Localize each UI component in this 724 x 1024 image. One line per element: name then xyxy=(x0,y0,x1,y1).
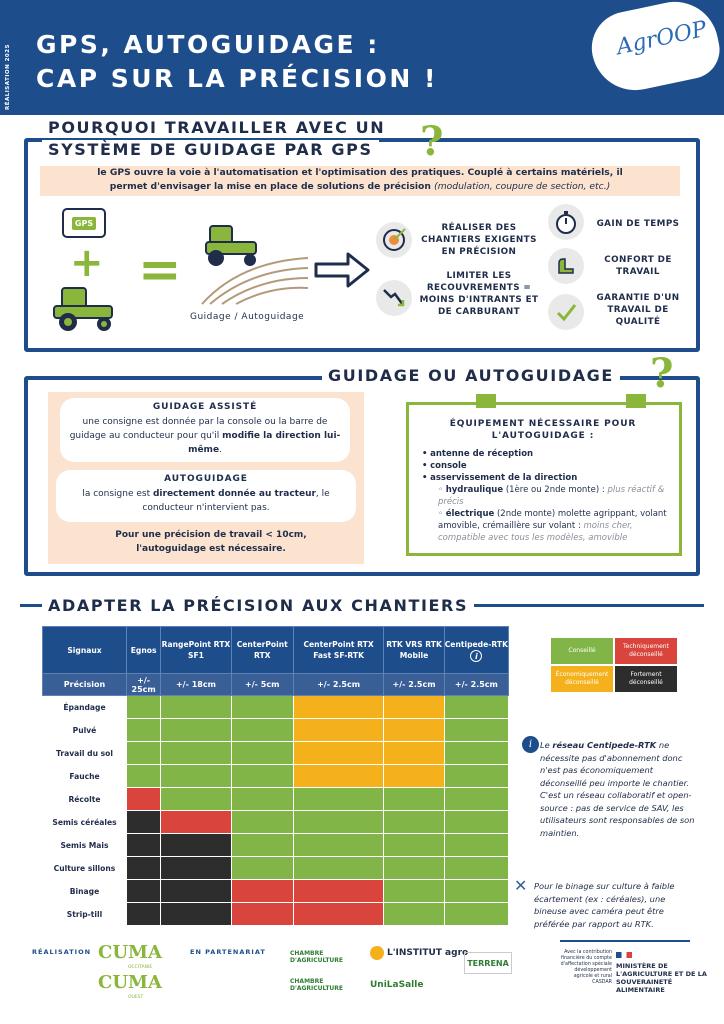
col-rangepoint: RangePoint RTX SF1 xyxy=(161,627,231,674)
table-cell xyxy=(127,696,161,719)
table-cell xyxy=(384,903,444,926)
chambre-logo-2: CHAMBRE D'AGRICULTURE xyxy=(290,978,344,992)
table-row xyxy=(43,903,509,926)
intro-italic: (modulation, coupure de section, etc.) xyxy=(434,181,611,192)
side-label: RÉALISATION 2025 xyxy=(5,44,11,110)
precision-row xyxy=(43,674,509,696)
legend xyxy=(550,637,678,693)
intro-line2: permet d'envisager la mise en place de solutions de précision xyxy=(109,181,431,192)
assist-text-a: une consigne est donnée par la console ou la barre de guidage au conducteur pour qu'il xyxy=(69,417,328,441)
row-label: Binage xyxy=(43,880,127,903)
table-cell xyxy=(384,765,444,788)
col-centerpoint: CenterPoint RTX xyxy=(231,627,293,674)
question-mark-icon-2: ? xyxy=(650,350,674,397)
page-title-line2: CAP SUR LA PRÉCISION ! xyxy=(36,64,438,93)
assist-bubble xyxy=(60,398,350,462)
table-cell xyxy=(231,788,293,811)
table-cell xyxy=(293,696,384,719)
table-row xyxy=(43,788,509,811)
trend-glyph xyxy=(381,285,407,311)
legend-conseille: Conseillé xyxy=(550,637,614,665)
section1-title-line1: POURQUOI TRAVAILLER AVEC UN xyxy=(42,118,391,137)
cuma-logo-2: CUMA xyxy=(98,972,162,993)
col-rtk-vrs: RTK VRS RTK Mobile xyxy=(384,627,444,674)
col-egnos: Egnos xyxy=(127,627,161,674)
precision-centerpoint-fast: +/- 2.5cm xyxy=(293,674,384,696)
auto-text xyxy=(64,487,348,515)
tick-decoration-left xyxy=(476,394,496,408)
table-cell xyxy=(161,903,231,926)
table-cell xyxy=(127,719,161,742)
plus-sign: + xyxy=(70,240,104,286)
table-cell xyxy=(127,765,161,788)
precision-centipede: +/- 2.5cm xyxy=(444,674,508,696)
stopwatch-icon xyxy=(548,204,584,240)
table-cell xyxy=(161,719,231,742)
table-cell xyxy=(161,834,231,857)
arrow-right-icon xyxy=(314,250,370,290)
gps-device-icon xyxy=(62,208,106,238)
table-row xyxy=(43,880,509,903)
table-cell xyxy=(161,742,231,765)
table-cell xyxy=(231,834,293,857)
target-icon xyxy=(376,222,412,258)
table-cell xyxy=(231,880,293,903)
precision-note: Pour une précision de travail < 10cm, l'autoguidage est nécessaire. xyxy=(115,530,307,554)
table-cell xyxy=(127,880,161,903)
col-centerpoint-fast: CenterPoint RTX Fast SF-RTK xyxy=(293,627,384,674)
tick-decoration-right xyxy=(626,394,646,408)
benefit-quality: GARANTIE D'UN TRAVAIL DE QUALITÉ xyxy=(596,293,680,327)
table-cell xyxy=(293,903,384,926)
row-label: Semis céréales xyxy=(43,811,127,834)
precision-rangepoint: +/- 18cm xyxy=(161,674,231,696)
intro-line2-wrap xyxy=(40,180,680,194)
table-row xyxy=(43,811,509,834)
table-cell xyxy=(127,788,161,811)
table-cell xyxy=(127,811,161,834)
table-cell xyxy=(293,765,384,788)
table-cell xyxy=(231,903,293,926)
row-label: Fauche xyxy=(43,765,127,788)
table-cell xyxy=(161,857,231,880)
tractor-field-icon xyxy=(200,222,310,306)
question-mark-icon: ? xyxy=(420,118,444,165)
table-cell xyxy=(231,719,293,742)
intro-line1: le GPS ouvre la voie à l'automatisation et l'optimisation des pratiques. Couplé à certains matériels, il xyxy=(97,167,623,178)
page-title-line1: GPS, AUTOGUIDAGE : xyxy=(36,30,380,59)
stopwatch-glyph xyxy=(553,209,579,235)
table-row xyxy=(43,857,509,880)
precision-egnos: +/- 25cm xyxy=(127,674,161,696)
table-cell xyxy=(161,788,231,811)
check-icon xyxy=(548,294,584,330)
auto-text-c: , le conducteur n'intervient pas. xyxy=(142,489,330,513)
benefit-overlap: LIMITER LES RECOUVREMENTS = MOINS D'INTRANTS ET DE CARBURANT xyxy=(419,271,539,317)
cuma-logo-2-sub: OUEST xyxy=(128,995,144,1000)
agroop-logo: AgrOOP xyxy=(614,16,709,61)
ministere-text: MINISTÈRE DE L'AGRICULTURE ET DE LA SOUVERAINETÉ ALIMENTAIRE xyxy=(616,962,707,994)
intro-highlight xyxy=(40,166,680,196)
cuma-logo-1-sub: OCCITANIE xyxy=(128,965,153,970)
row-label: Pulvé xyxy=(43,719,127,742)
wrench-icon: ✕ xyxy=(514,876,528,895)
table-cell xyxy=(231,696,293,719)
institut-agro-logo: L'INSTITUT agro xyxy=(370,946,468,960)
benefit-time: GAIN DE TEMPS xyxy=(596,219,680,229)
gps-screen: GPS xyxy=(72,217,96,230)
table-cell xyxy=(384,696,444,719)
equals-sign: = xyxy=(138,240,182,300)
table-cell xyxy=(231,765,293,788)
equip-sub-hydraulic: ◦ hydraulique (1ère ou 2nde monte) : plus réactif & précis xyxy=(438,485,665,507)
table-cell xyxy=(444,857,508,880)
table-row xyxy=(43,696,509,719)
benefit-precision: RÉALISER DES CHANTIERS EXIGENTS EN PRÉCISION xyxy=(421,223,537,257)
binage-note: Pour le binage sur culture à faible écartement (ex : céréales), une bineuse avec caméra peut être préférée par rapport au RTK. xyxy=(534,881,675,929)
target-glyph xyxy=(381,227,407,253)
table-cell xyxy=(444,742,508,765)
table-cell xyxy=(444,811,508,834)
table-cell xyxy=(384,811,444,834)
equip-item-antenna: • antenne de réception xyxy=(422,449,534,459)
table-cell xyxy=(231,742,293,765)
terrena-logo: TERRENA xyxy=(464,952,512,974)
section2-title: GUIDAGE OU AUTOGUIDAGE xyxy=(322,366,620,385)
info-icon: i xyxy=(470,650,482,662)
institut-icon xyxy=(370,946,384,960)
table-cell xyxy=(293,742,384,765)
precision-centerpoint: +/- 5cm xyxy=(231,674,293,696)
cuma-logo-1: CUMA xyxy=(98,942,162,963)
table-cell xyxy=(384,742,444,765)
table-cell xyxy=(231,811,293,834)
table-row xyxy=(43,719,509,742)
table-cell xyxy=(161,765,231,788)
table-row xyxy=(43,742,509,765)
trend-down-icon xyxy=(376,280,412,316)
table-header-row xyxy=(43,627,509,674)
table-cell xyxy=(161,811,231,834)
marianne-icon xyxy=(616,952,632,958)
table-cell xyxy=(127,903,161,926)
check-glyph xyxy=(553,299,579,325)
centipede-note: Le réseau Centipede-RTK ne nécessite pas d'abonnement donc n'est pas économiquement déconseillé peu importe le chantier. C'est un réseau collaboratif et open-source : pas de service de SAV, les utilisateurs sont responsables de son maintien. xyxy=(540,740,695,838)
assist-text-c: . xyxy=(219,445,222,455)
equip-item-steering: • asservissement de la direction xyxy=(422,473,578,483)
table-cell xyxy=(293,880,384,903)
equipment-list xyxy=(422,448,678,544)
row-label: Récolte xyxy=(43,788,127,811)
table-cell xyxy=(384,834,444,857)
auto-text-b: directement donnée au tracteur xyxy=(152,489,316,499)
row-label: Culture sillons xyxy=(43,857,127,880)
guidance-label: Guidage / Autoguidage xyxy=(190,312,305,322)
table-cell xyxy=(161,880,231,903)
table-cell xyxy=(444,719,508,742)
table-cell xyxy=(444,834,508,857)
footer-realisation: RÉALISATION xyxy=(32,948,92,956)
tractor-icon xyxy=(48,282,120,334)
table-cell xyxy=(444,765,508,788)
legend-eco-deconseille: Économiquement déconseillé xyxy=(550,665,614,693)
benefit-comfort: CONFORT DE TRAVAIL xyxy=(604,255,672,277)
table-cell xyxy=(384,719,444,742)
precision-table xyxy=(42,626,509,926)
col-signaux: Signaux xyxy=(43,627,127,674)
auto-bubble xyxy=(56,470,356,522)
table-cell xyxy=(444,696,508,719)
table-row xyxy=(43,765,509,788)
footer-partenariat: EN PARTENARIAT xyxy=(190,948,266,956)
table-cell xyxy=(127,834,161,857)
equipment-title: ÉQUIPEMENT NÉCESSAIRE POUR L'AUTOGUIDAGE : xyxy=(449,419,637,441)
equip-sub-electric: ◦ électrique (2nde monte) molette agrippant, volant amovible, crémaillère sur volant : moins cher, compatible avec tous les modèles, amovible xyxy=(438,509,667,543)
table-cell xyxy=(127,742,161,765)
seat-glyph xyxy=(553,253,579,279)
table-row xyxy=(43,834,509,857)
auto-title: AUTOGUIDAGE xyxy=(164,474,248,484)
table-cell xyxy=(293,811,384,834)
legend-fort-deconseille: Fortement déconseillé xyxy=(614,665,678,693)
unilasalle-logo: UniLaSalle xyxy=(370,980,424,990)
section1-title-line2: SYSTÈME DE GUIDAGE PAR GPS xyxy=(42,140,379,159)
footer-divider xyxy=(560,940,690,942)
equip-item-console: • console xyxy=(422,461,467,471)
casdar-text: Avec la contribution financière du compte d'affectation spéciale développement agricole et rural CASDAR xyxy=(560,950,612,985)
info-circle-icon: i xyxy=(522,736,539,753)
assist-title: GUIDAGE ASSISTÉ xyxy=(152,402,258,412)
table-cell xyxy=(127,857,161,880)
table-cell xyxy=(384,880,444,903)
table-cell xyxy=(293,857,384,880)
table-cell xyxy=(293,719,384,742)
comfort-icon xyxy=(548,248,584,284)
precision-rtk-vrs: +/- 2.5cm xyxy=(384,674,444,696)
auto-text-a: la consigne est xyxy=(82,489,151,499)
table-cell xyxy=(293,834,384,857)
row-label: Semis Mais xyxy=(43,834,127,857)
table-cell xyxy=(444,903,508,926)
table-cell xyxy=(293,788,384,811)
row-label: Strip-till xyxy=(43,903,127,926)
table-cell xyxy=(444,880,508,903)
table-cell xyxy=(384,788,444,811)
precision-label: Précision xyxy=(43,674,127,696)
assist-text xyxy=(68,415,342,457)
row-label: Épandage xyxy=(43,696,127,719)
section3-title: ADAPTER LA PRÉCISION AUX CHANTIERS xyxy=(42,596,474,615)
table-cell xyxy=(444,788,508,811)
col-centipede: Centipede-RTK i xyxy=(444,627,508,674)
table-cell xyxy=(231,857,293,880)
chambre-logo-1: CHAMBRE D'AGRICULTURE xyxy=(290,950,344,964)
table-cell xyxy=(161,696,231,719)
legend-tech-deconseille: Techniquement déconseillé xyxy=(614,637,678,665)
row-label: Travail du sol xyxy=(43,742,127,765)
assist-text-b: modifie la direction lui-même xyxy=(188,431,341,455)
table-cell xyxy=(384,857,444,880)
